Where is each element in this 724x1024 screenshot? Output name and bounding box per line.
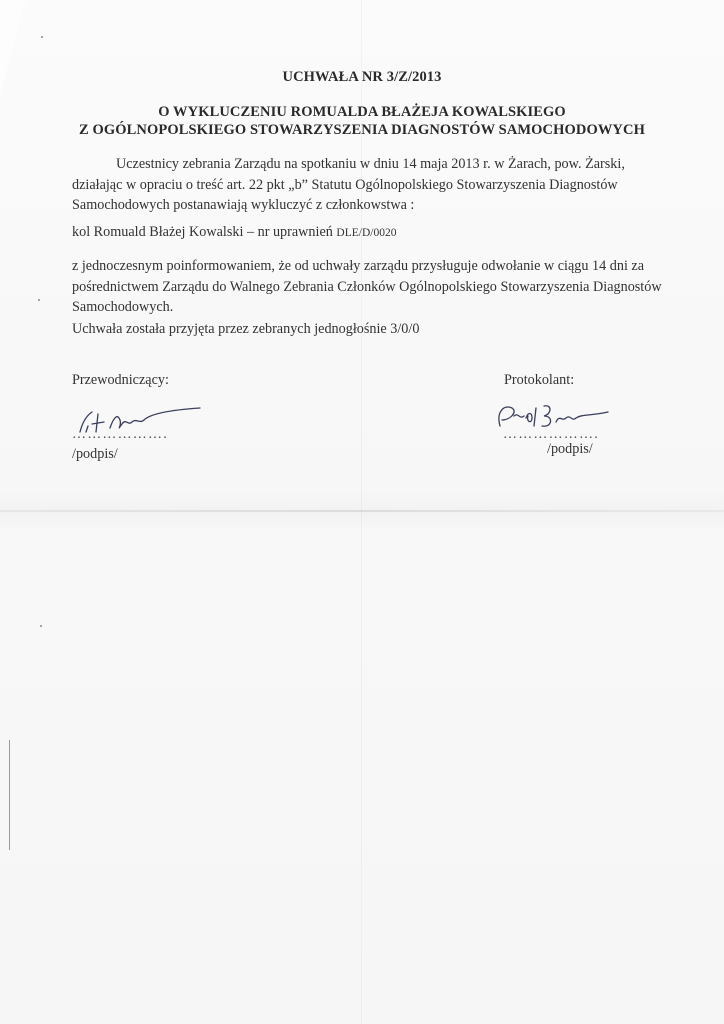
resolution-subject-line-2: Z OGÓLNOPOLSKIEGO STOWARZYSZENIA DIAGNOSTÓW SAMOCHODOWYCH xyxy=(79,122,645,138)
paragraph-appeal: z jednoczesnym poinformowaniem, że od uchwały zarządu przysługuje odwołanie w ciągu 14 dni za pośrednictwem Zarządu do Walnego Zebrania Członków Ogólnopolskiego Stowarzyszenia Diagnostów Samochodowych. xyxy=(72,258,662,315)
member-license-number: DLE/D/0020 xyxy=(336,227,397,239)
resolution-title: UCHWAŁA NR 3/Z/2013 xyxy=(282,69,442,85)
horizontal-fold-crease xyxy=(0,510,724,512)
scan-edge-mark xyxy=(9,740,10,850)
chair-signature-note: /podpis/ xyxy=(72,446,118,462)
chair-signature-dots: ………………. xyxy=(72,427,168,442)
scan-speck xyxy=(40,625,42,627)
paragraph-decision-text: Uczestnicy zebrania Zarządu na spotkaniu w dniu 14 maja 2013 r. w Żarach, pow. Żarski, działając w opraciu o treść art. 22 pkt „b” Statutu Ogólnopolskiego Stowarzyszenia Diagnostów Samochodowych postanawiają wykluczyć z członkowstwa : xyxy=(72,156,625,213)
secretary-signature-note: /podpis/ xyxy=(547,441,593,457)
secretary-signature-dots: ………………. xyxy=(503,427,599,442)
scan-speck xyxy=(41,36,43,38)
resolution-subject-line-1: O WYKLUCZENIU ROMUALDA BŁAŻEJA KOWALSKIEGO xyxy=(158,104,566,120)
paragraph-decision xyxy=(72,154,662,216)
paragraph-vote: Uchwała została przyjęta przez zebranych jednogłośnie 3/0/0 xyxy=(72,321,420,337)
scan-speck xyxy=(38,299,40,301)
secretary-label: Protokolant: xyxy=(504,372,575,388)
chair-label: Przewodniczący: xyxy=(72,372,169,388)
member-name: kol Romuald Błażej Kowalski – nr uprawnień xyxy=(72,224,333,240)
member-line xyxy=(72,222,662,244)
